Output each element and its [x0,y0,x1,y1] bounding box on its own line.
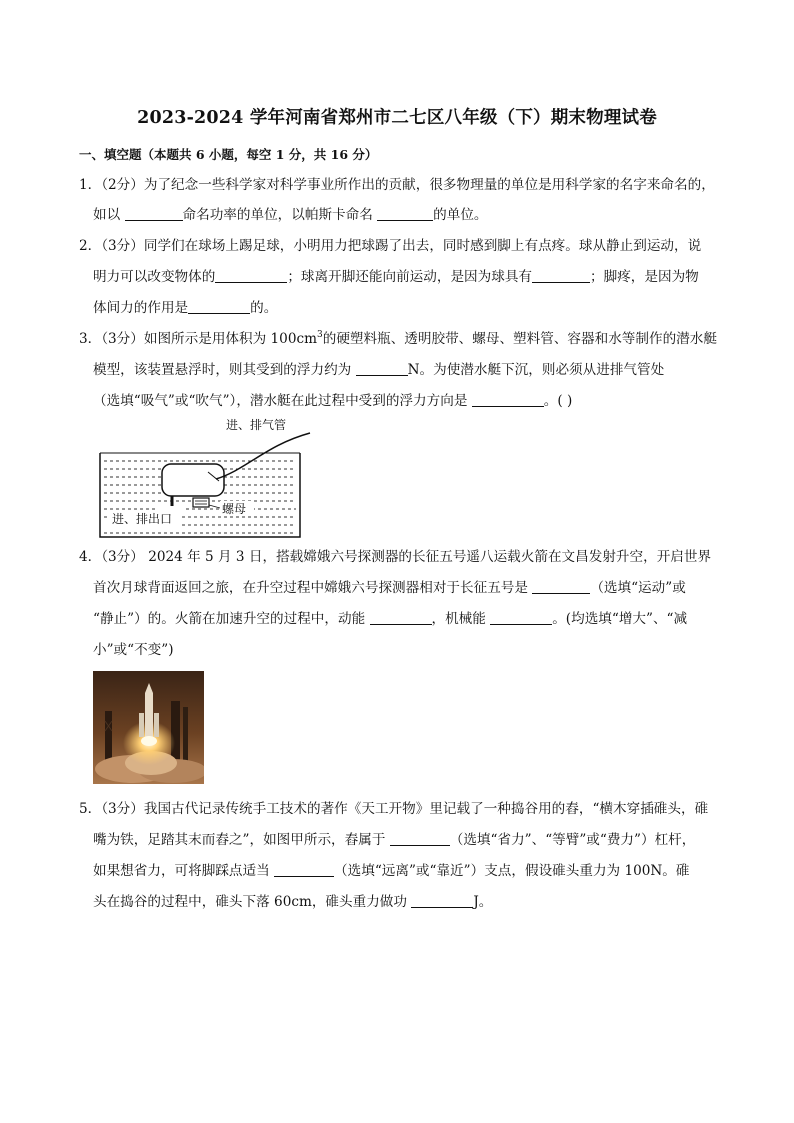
answer-blank[interactable] [274,862,334,877]
question-2-line-2: 明力可以改变物体的 ；球离开脚还能向前运动，是因为球具有 ；脚疼，是因为物 [93,269,699,285]
question-1-line-2: 如以 命名功率的单位，以帕斯卡命名 的单位。 [93,207,488,223]
question-2-line-1: 2．（3分）同学们在球场上踢足球，小明用力把球踢了出去，同时感到脚上有点疼。球从静止到运动，说 [79,238,702,254]
answer-blank[interactable] [532,268,590,283]
submarine-model-figure [96,415,318,541]
question-4-line-2: 首次月球背面返回之旅，在升空过程中嫦娥六号探测器相对于长征五号是 （选填“运动”或 [93,580,686,596]
answer-blank[interactable] [125,206,183,221]
question-3-line-1: 3．（3分）如图所示是用体积为 $100cm^3$的硬塑料瓶、透明胶带、螺母、塑料管、容器和水等制作的潜水艇 [79,330,717,347]
question-4-line-4: 小”或“不变”) [93,642,174,658]
answer-blank[interactable] [377,206,433,221]
rocket-launch-photo [93,671,204,784]
question-1-line-1: 1．（2分）为了纪念一些科学家对科学事业所作出的贡献，很多物理量的单位是用科学家的名字来命名的， [79,177,715,193]
answer-blank[interactable] [188,299,250,314]
answer-blank[interactable] [356,361,408,376]
page-title: 2023-2024 学年河南省郑州市二七区八年级（下）期末物理试卷 [137,108,657,128]
label-nut: 螺母 [222,502,247,516]
answer-blank[interactable] [390,831,450,846]
label-outlet: 进、排出口 [112,512,173,526]
question-4-line-3: “静止”）的。火箭在加速升空的过程中，动能 ，机械能 。(均选填“增大”、“减 [93,611,688,627]
question-5-line-2: 嘴为铁，足踏其末而舂之”，如图甲所示，舂属于 （选填“省力”、“等臂”或“费力”）杠杆， [93,832,696,848]
answer-blank[interactable] [472,392,544,407]
question-5-line-4: 头在捣谷的过程中，碓头下落 60cm，碓头重力做功 J。 [93,894,493,910]
section-heading: 一、填空题（本题共 6 小题，每空 1 分，共 16 分） [79,147,378,162]
question-5-line-1: 5．（3分）我国古代记录传统手工技术的著作《天工开物》里记载了一种捣谷用的舂，“横木穿插碓头，碓 [79,801,709,817]
answer-blank[interactable] [532,579,590,594]
question-3-line-3: （选填“吸气”或“吹气”），潜水艇在此过程中受到的浮力方向是 。( ) [93,393,573,409]
answer-blank[interactable] [370,610,432,625]
question-2-line-3: 体间力的作用是 的。 [93,300,278,316]
answer-blank[interactable] [215,268,287,283]
question-5-line-3: 如果想省力，可将脚踩点适当 （选填“远离”或“靠近”）支点，假设碓头重力为 100N。碓 [93,863,690,879]
answer-blank[interactable] [411,893,473,908]
answer-blank[interactable] [490,610,552,625]
label-intake-tube: 进、排气管 [226,418,287,432]
question-3-line-2: 模型，该装置悬浮时，则其受到的浮力约为 N。为使潜水艇下沉，则必须从进排气管处 [93,362,665,378]
question-4-line-1: 4．（3分） 2024 年 5 月 3 日，搭载嫦娥六号探测器的长征五号遥八运载火箭在文昌发射升空，开启世界 [79,549,712,565]
